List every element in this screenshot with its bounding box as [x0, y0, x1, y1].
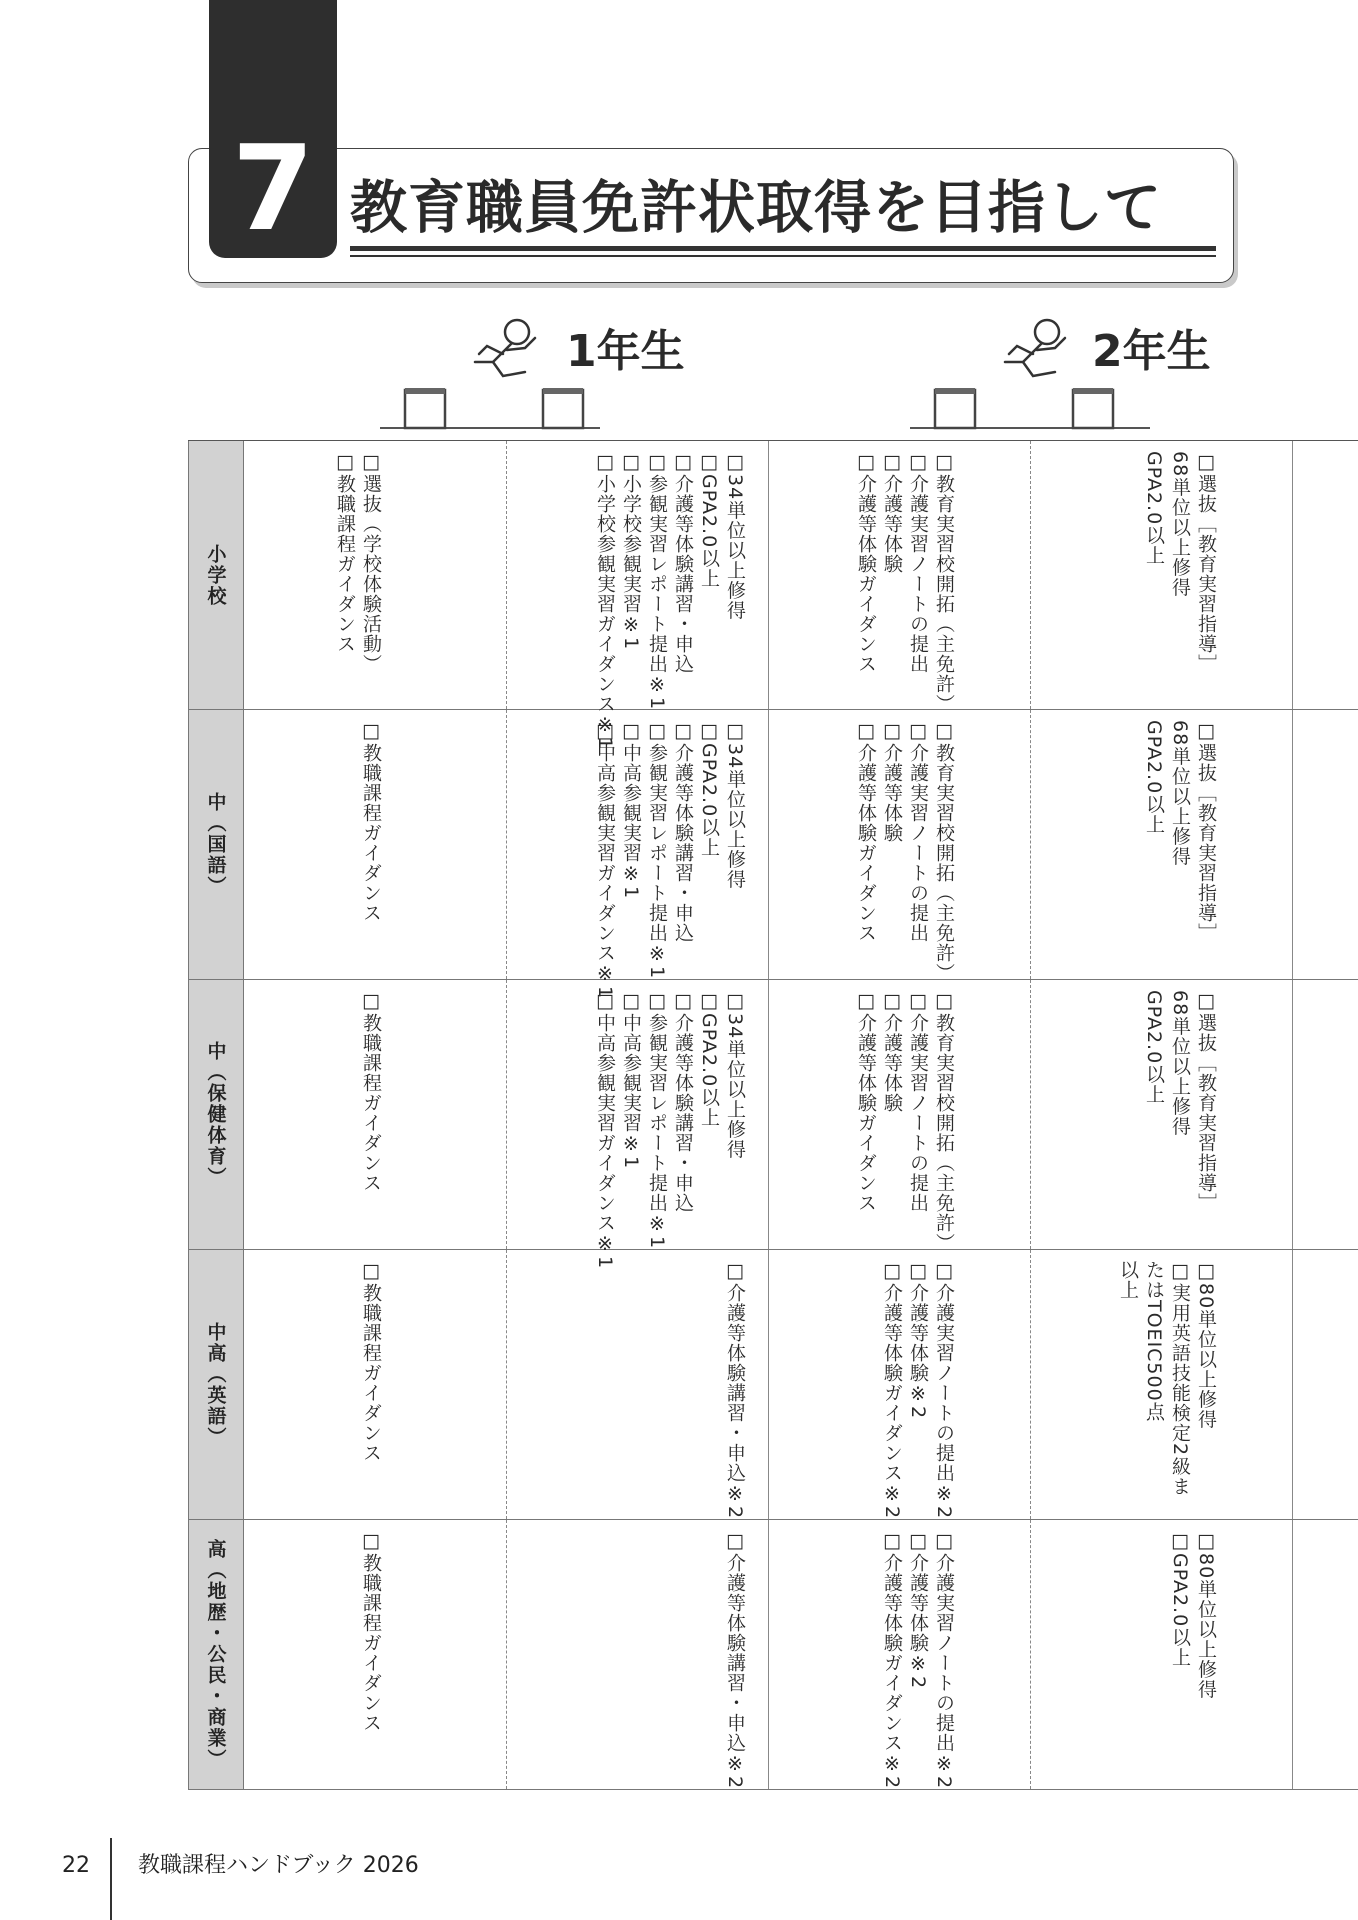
checklist-item: □中高参観実習※1	[620, 990, 642, 1170]
checklist-item: □80単位以上修得	[1195, 1530, 1217, 1700]
book-title: 教職課程ハンドブック 2026	[138, 1853, 419, 1878]
license-schedule-table	[188, 440, 1358, 1790]
checklist-item: □34単位以上修得	[724, 720, 746, 890]
checklist-item: □中高参観実習ガイダンス※1	[594, 990, 616, 1270]
cell-year2-second-half	[1030, 441, 1292, 709]
checklist-item: □小学校参観実習※1	[620, 451, 642, 651]
cell-year1-first-half	[244, 1250, 506, 1519]
table-row	[188, 710, 1358, 1000]
checklist-item: □教育実習校開拓（主免許）	[933, 990, 955, 1253]
checklist-item: 68単位以上修得	[1169, 451, 1191, 598]
checklist-item: 以上	[1117, 1260, 1139, 1300]
row-header-label: 中（保健体育）	[204, 1041, 227, 1188]
checklist-item: 68単位以上修得	[1169, 720, 1191, 867]
chapter-title: 教育職員免許状取得を目指して	[350, 175, 1162, 241]
checklist-item: □参観実習レポート提出※1	[646, 720, 668, 980]
cell-year1-first-half	[244, 710, 506, 979]
cell-year2-first-half	[768, 1520, 1030, 1789]
checklist-item: □介護等体験ガイダンス※2	[881, 1260, 903, 1520]
cell-year2-first-half	[768, 441, 1030, 714]
table-row	[188, 440, 1358, 751]
title-underline-thin	[350, 255, 1216, 257]
checklist-item: □介護実習ノートの提出	[907, 451, 929, 674]
row-header	[188, 1520, 244, 1789]
checklist-item: GPA2.0以上	[1143, 990, 1165, 1105]
checklist-item: □教職課程ガイダンス	[360, 1260, 382, 1463]
checklist-item: □教育実習校開拓（主免許）	[933, 451, 955, 714]
checklist-item: □教職課程ガイダンス	[334, 451, 356, 654]
cell-year3-edge	[1292, 1520, 1358, 1789]
checklist-item: □介護実習ノートの提出	[907, 990, 929, 1213]
checklist-item: □介護等体験	[881, 451, 903, 574]
checklist-item: □介護等体験ガイダンス	[855, 990, 877, 1213]
checklist-item: □選抜［教育実習指導］	[1195, 451, 1217, 674]
cell-year1-first-half	[244, 441, 506, 709]
chapter-number: 7	[231, 119, 315, 257]
checklist-item: □選抜［教育実習指導］	[1195, 990, 1217, 1213]
checklist-item: □GPA2.0以上	[698, 720, 720, 858]
table-row	[188, 980, 1358, 1270]
cell-year2-second-half	[1030, 1520, 1292, 1789]
checklist-item: □GPA2.0以上	[1169, 1530, 1191, 1668]
checklist-item: □介護等体験ガイダンス	[855, 451, 877, 674]
cell-year1-second-half	[506, 1250, 768, 1519]
cell-year1-first-half	[244, 1520, 506, 1789]
checklist-item: □教職課程ガイダンス	[360, 990, 382, 1193]
checklist-item: □介護等体験※2	[907, 1530, 929, 1690]
checklist-item: □介護実習ノートの提出※2	[933, 1260, 955, 1520]
checklist-item: □34単位以上修得	[724, 990, 746, 1160]
row-header-label: 高（地歴・公民・商業）	[204, 1539, 227, 1770]
cell-year2-first-half	[768, 980, 1030, 1253]
checklist-item: □介護等体験講習・申込	[672, 720, 694, 943]
checklist-item: □介護等体験講習・申込	[672, 451, 694, 674]
cell-year2-second-half	[1030, 1250, 1292, 1519]
checklist-item: □教職課程ガイダンス	[360, 720, 382, 923]
cell-year3-edge	[1292, 441, 1358, 709]
row-header	[188, 1250, 244, 1519]
checklist-item: □GPA2.0以上	[698, 990, 720, 1128]
checklist-item: □介護等体験ガイダンス	[855, 720, 877, 943]
checklist-item: □介護等体験講習・申込※2	[724, 1260, 746, 1520]
checklist-item: □介護等体験講習・申込※2	[724, 1530, 746, 1790]
page-number: 22	[62, 1853, 90, 1878]
cell-year3-edge	[1292, 710, 1358, 979]
checklist-item: □介護等体験	[881, 720, 903, 843]
checklist-item: □小学校参観実習ガイダンス※1	[594, 451, 616, 751]
table-row	[188, 1520, 1358, 1790]
checklist-item: □選抜（学校体験活動）	[360, 451, 382, 674]
cell-year2-second-half	[1030, 980, 1292, 1249]
row-header	[188, 441, 244, 709]
checklist-item: □実用英語技能検定2級ま	[1169, 1260, 1191, 1497]
checklist-item: □参観実習レポート提出※1	[646, 451, 668, 711]
checklist-item: □介護等体験講習・申込	[672, 990, 694, 1213]
checklist-item: 68単位以上修得	[1169, 990, 1191, 1137]
cell-year3-edge	[1292, 980, 1358, 1249]
cell-year1-second-half	[506, 1520, 768, 1789]
year-2-heading: 2年生	[1092, 326, 1211, 377]
checklist-item: □介護等体験※2	[907, 1260, 929, 1420]
checklist-item: □GPA2.0以上	[698, 451, 720, 589]
cell-year2-second-half	[1030, 710, 1292, 979]
checklist-item: □80単位以上修得	[1195, 1260, 1217, 1430]
title-underline-thick	[350, 246, 1216, 251]
checklist-item: たはTOEIC500点	[1143, 1260, 1165, 1422]
row-header-label: 中高（英語）	[204, 1321, 227, 1448]
row-header-label: 小学校	[204, 543, 227, 607]
cell-year2-first-half	[768, 1250, 1030, 1519]
checklist-item: □介護等体験ガイダンス※2	[881, 1530, 903, 1790]
checklist-item: □34単位以上修得	[724, 451, 746, 621]
checklist-item: □中高参観実習※1	[620, 720, 642, 900]
checklist-item: □介護等体験	[881, 990, 903, 1113]
row-header-label: 中（国語）	[204, 792, 227, 897]
cell-year1-second-half	[506, 441, 768, 751]
cell-year2-first-half	[768, 710, 1030, 983]
checklist-item: GPA2.0以上	[1143, 720, 1165, 835]
checklist-item: □教育実習校開拓（主免許）	[933, 720, 955, 983]
checklist-item: □参観実習レポート提出※1	[646, 990, 668, 1250]
cell-year1-second-half	[506, 980, 768, 1270]
checklist-item: □介護実習ノートの提出※2	[933, 1530, 955, 1790]
checklist-item: □教職課程ガイダンス	[360, 1530, 382, 1733]
checklist-item: □介護実習ノートの提出	[907, 720, 929, 943]
cell-year1-second-half	[506, 710, 768, 1000]
checklist-item: □中高参観実習ガイダンス※1	[594, 720, 616, 1000]
page-footer	[62, 1850, 419, 1882]
row-header	[188, 710, 244, 979]
cell-year1-first-half	[244, 980, 506, 1249]
table-row	[188, 1250, 1358, 1520]
checklist-item: GPA2.0以上	[1143, 451, 1165, 566]
row-header	[188, 980, 244, 1249]
cell-year3-edge	[1292, 1250, 1358, 1519]
year-1-heading: 1年生	[566, 326, 685, 377]
checklist-item: □選抜［教育実習指導］	[1195, 720, 1217, 943]
